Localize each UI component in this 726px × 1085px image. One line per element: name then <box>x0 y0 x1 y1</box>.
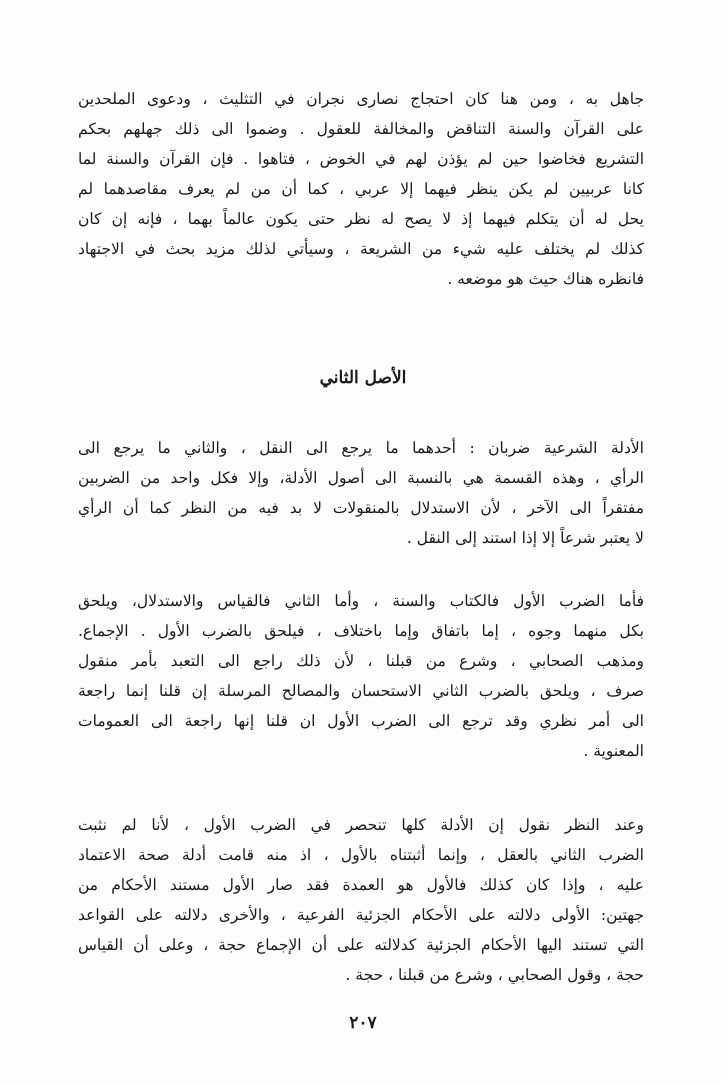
text-line: بكل منهما وجوه ، إما باتفاق وإما باختلاف ، فيلحق بالضرب الأول . الإجماع. <box>78 622 644 640</box>
text-line: كانا عربيين لم يكن ينظر فيهما إلا عربي ، كما أن من لم يعرف مقاصدهما لم <box>78 180 644 198</box>
text-line: فانظره هناك حيث هو موضعه . <box>447 270 644 288</box>
paragraph-3 <box>78 586 644 766</box>
text-line: جهتين: الأولى دلالته على الأحكام الجزئية الفرعية ، والأخرى دلالته على القواعد <box>78 906 644 924</box>
text-line: لا يعتبر شرعاً إلا إذا استند إلى النقل . <box>406 529 644 547</box>
text-line: حجة ، وقول الصحابي ، وشرع من قبلنا ، حجة . <box>345 966 644 984</box>
text-line: الضرب الثاني بالعقل ، وإنما أثبتناه بالأول ، اذ منه قامت أدلة صحة الاعتماد <box>78 846 644 864</box>
text-line: التشريع فخاضوا حين لم يؤذن لهم في الخوض ، فتاهوا . فإن القرآن والسنة لما <box>78 150 644 168</box>
text-line: الرأي ، وهذه القسمة هي بالنسبة الى أصول الأدلة، وإلا فكل واحد من الضربين <box>78 469 644 487</box>
paragraph-2 <box>78 433 644 553</box>
text-line: صرف ، ويلحق بالضرب الثاني الاستحسان والمصالح المرسلة إن قلنا إنما راجعة <box>78 682 644 700</box>
text-line: مفتقراً الى الآخر ، لأن الاستدلال بالمنقولات لا بد فيه من النظر كما أن الرأي <box>78 499 644 517</box>
paragraph-4 <box>78 810 644 990</box>
page-number: ٢٠٧ <box>349 1013 377 1033</box>
text-line: التي تستند اليها الأحكام الجزئية كدلالته على أن الإجماع حجة ، وعلى أن القياس <box>78 936 644 954</box>
text-line: الى أمر نظري وقد ترجع الى الضرب الأول ان قلنا إنها راجعة الى العمومات <box>78 712 644 730</box>
section-heading: الأصل الثاني <box>319 368 407 388</box>
text-line: الأدلة الشرعية ضربان : أحدهما ما يرجع الى النقل ، والثاني ما يرجع الى <box>78 439 644 457</box>
text-line: ومذهب الصحابي ، وشرع من قبلنا ، لأن ذلك راجع الى التعبد بأمر منقول <box>78 652 644 670</box>
text-line: كذلك لم يختلف عليه شيء من الشريعة ، وسيأتي لذلك مزيد بحث في الاجتهاد <box>78 240 644 258</box>
text-line: فأما الضرب الأول فالكتاب والسنة ، وأما الثاني فالقياس والاستدلال، ويلحق <box>78 592 644 610</box>
text-line: وعند النظر نقول إن الأدلة كلها تنحصر في الضرب الأول ، لأنا لم نثبت <box>78 816 644 834</box>
text-line: على القرآن والسنة التناقض والمخالفة للعقول . وضموا الى ذلك جهلهم بحكم <box>78 120 644 138</box>
text-line: يحل له أن يتكلم فيهما إذ لا يصح له نظر حتى يكون عالماً بهما ، فإنه إن كان <box>78 210 644 228</box>
text-line: جاهل به ، ومن هنا كان احتجاج نصارى نجران في التثليث ، ودعوى الملحدين <box>78 90 644 108</box>
paragraph-1 <box>78 84 644 294</box>
text-line: عليه ، وإذا كان كذلك فالأول هو العمدة فقد صار الأول مستند الأحكام من <box>78 876 644 894</box>
text-line: المعنوية . <box>583 742 644 760</box>
